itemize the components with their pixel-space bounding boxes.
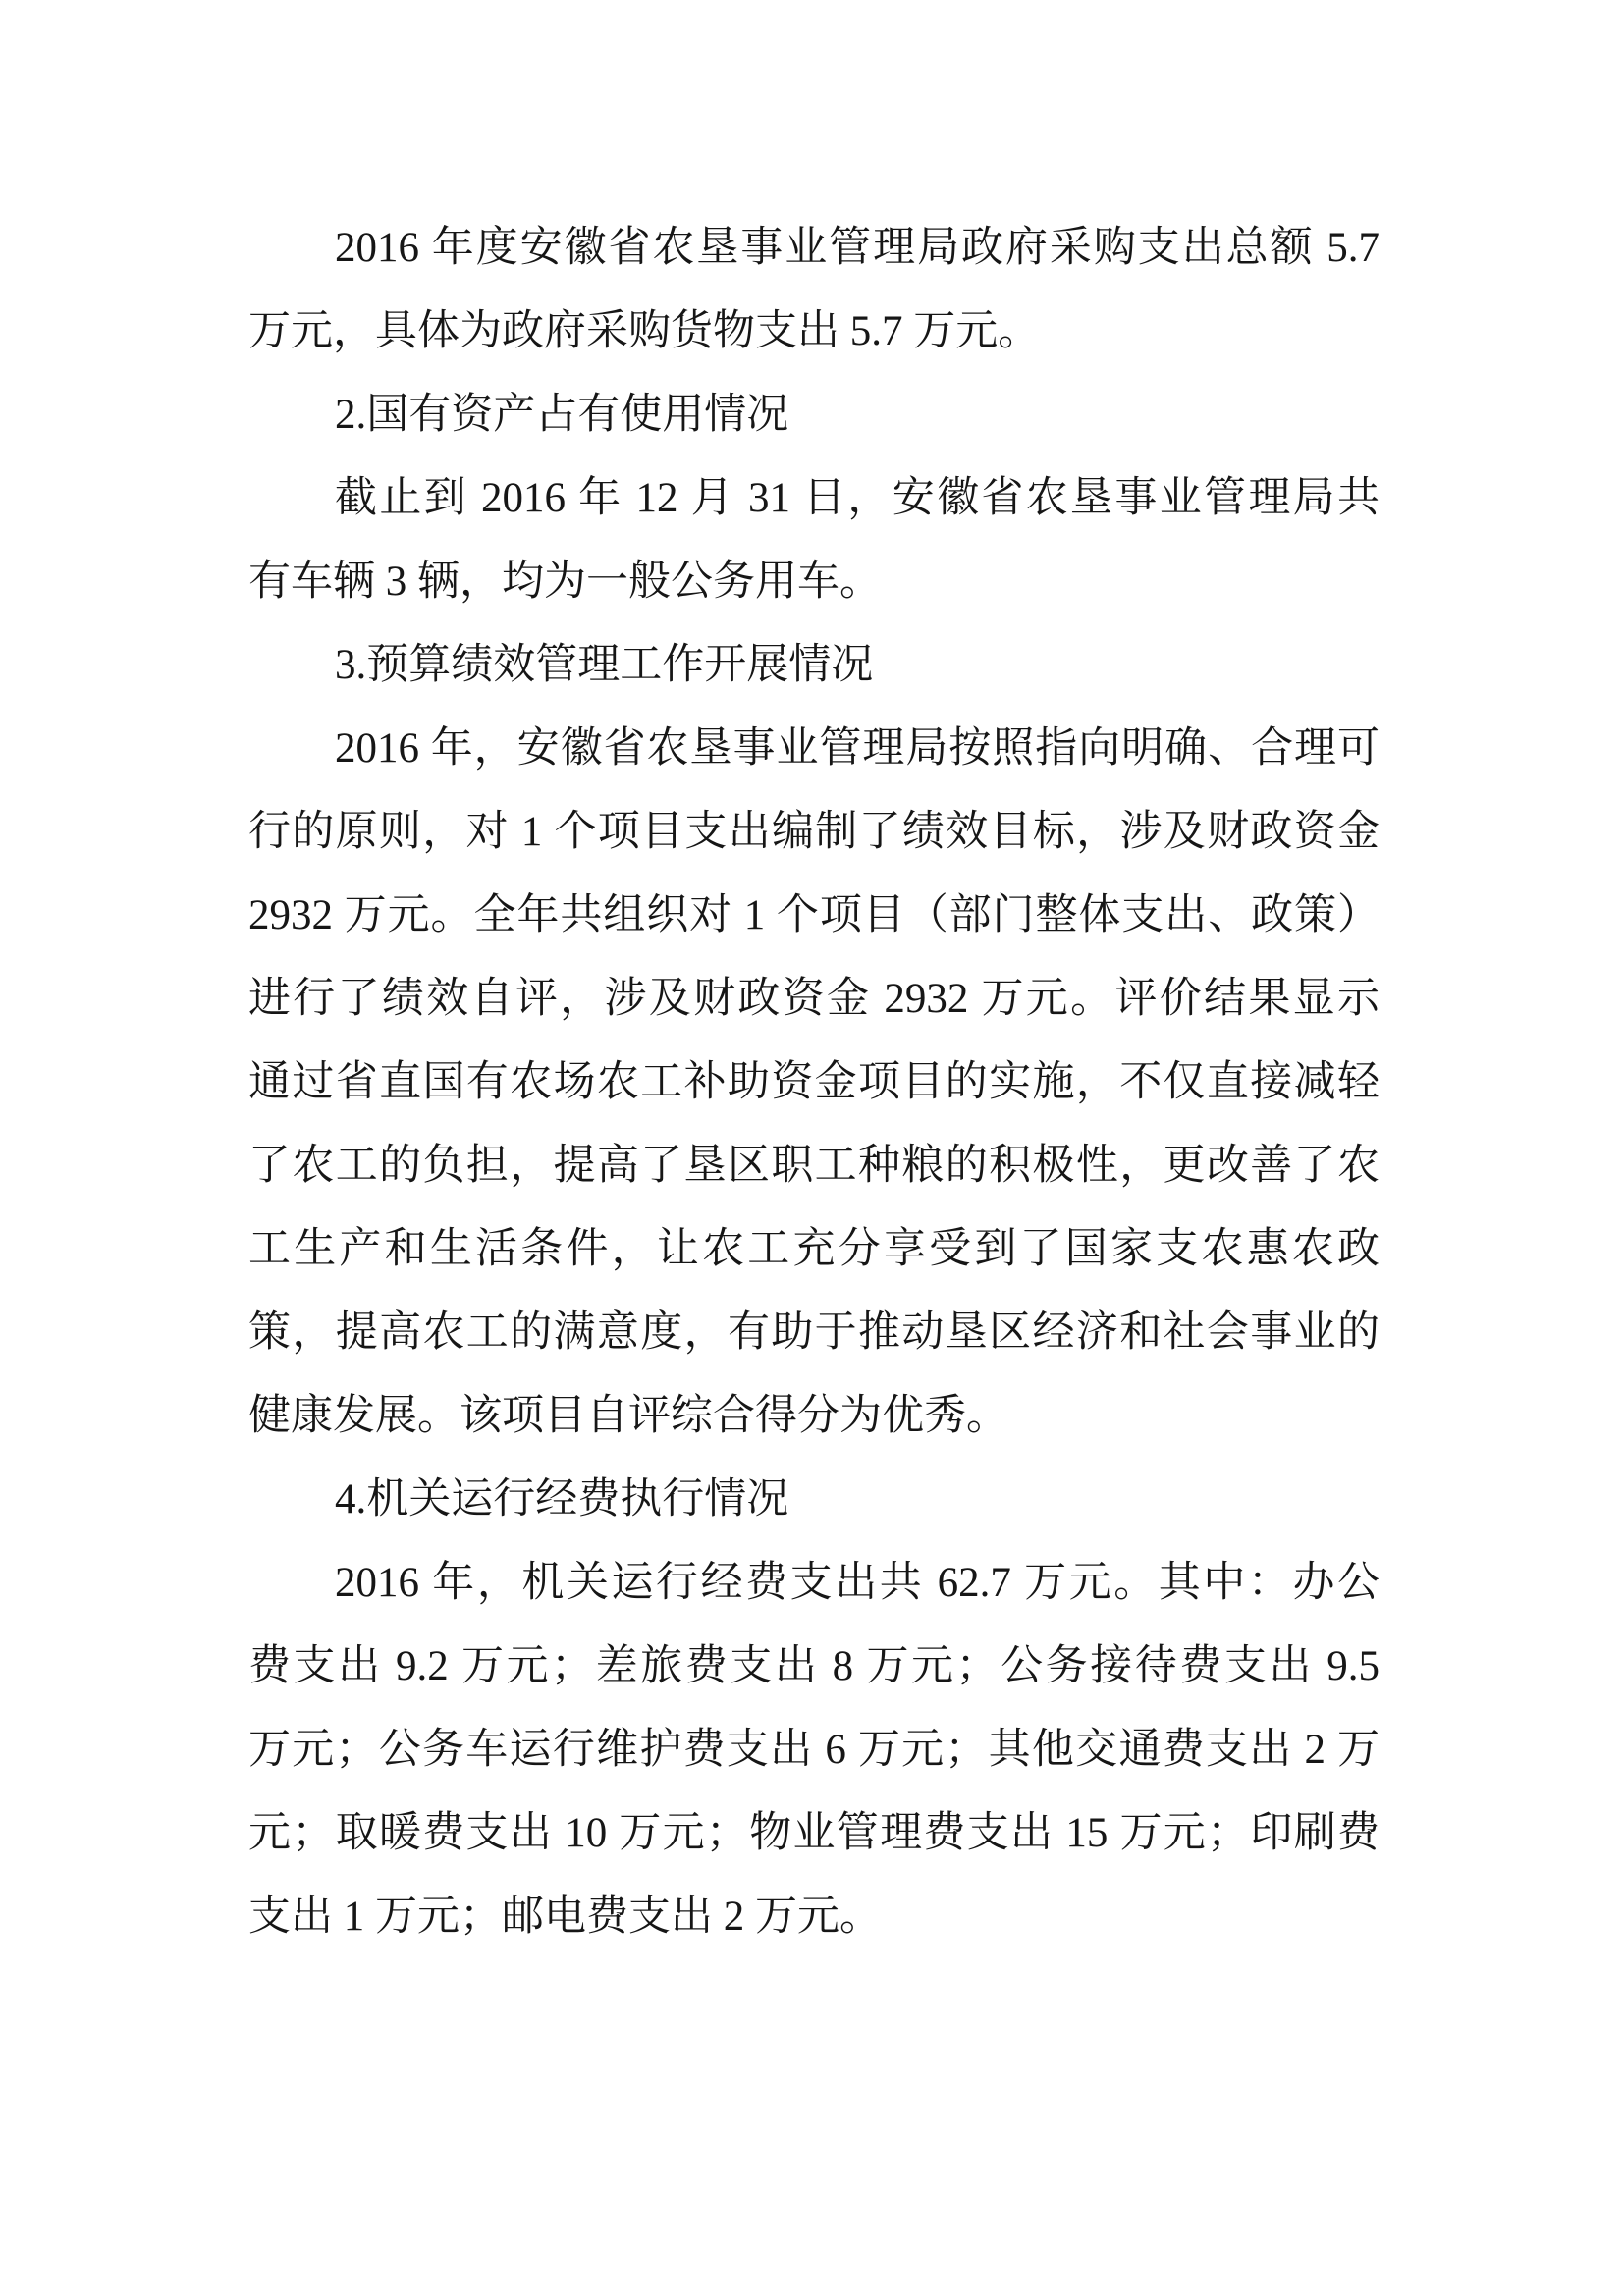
section-heading-line: 2.国有资产占有使用情况 [335,392,789,438]
body-text-line: 健康发展。该项目自评综合得分为优秀。 [248,1393,1008,1439]
body-text-line: 费支出 9.2 万元；差旅费支出 8 万元；公务接待费支出 9.5 [248,1643,1380,1689]
body-text-line: 万元，具体为政府采购货物支出 5.7 万元。 [248,308,1041,354]
body-text-line: 策，提高农工的满意度，有助于推动垦区经济和社会事业的 [248,1309,1380,1356]
body-text-line: 进行了绩效自评，涉及财政资金 2932 万元。评价结果显示 [248,976,1380,1022]
document-body [248,206,1380,1958]
body-text-line: 工生产和生活条件，让农工充分享受到了国家支农惠农政 [248,1226,1380,1272]
body-text-line: 2016 年，安徽省农垦事业管理局按照指向明确、合理可 [335,725,1380,772]
body-text-line: 通过省直国有农场农工补助资金项目的实施，不仅直接减轻 [248,1059,1380,1105]
body-text-line: 截止到 2016 年 12 月 31 日，安徽省农垦事业管理局共 [335,475,1380,521]
body-text-line: 2016 年度安徽省农垦事业管理局政府采购支出总额 5.7 [335,225,1380,271]
body-text-line: 有车辆 3 辆，均为一般公务用车。 [248,559,882,605]
body-text-line: 万元；公务车运行维护费支出 6 万元；其他交通费支出 2 万 [248,1727,1380,1773]
body-text-line: 元；取暖费支出 10 万元；物业管理费支出 15 万元；印刷费 [248,1810,1380,1856]
body-text-line: 支出 1 万元；邮电费支出 2 万元。 [248,1894,882,1940]
body-text-line: 2932 万元。全年共组织对 1 个项目（部门整体支出、政策） [248,892,1380,938]
section-heading-line: 3.预算绩效管理工作开展情况 [335,642,874,688]
section-heading-line: 4.机关运行经费执行情况 [335,1476,789,1522]
body-text-line: 了农工的负担，提高了垦区职工种粮的积极性，更改善了农 [248,1143,1380,1189]
body-text-line: 2016 年，机关运行经费支出共 62.7 万元。其中：办公 [335,1560,1380,1606]
body-text-line: 行的原则，对 1 个项目支出编制了绩效目标，涉及财政资金 [248,809,1380,855]
